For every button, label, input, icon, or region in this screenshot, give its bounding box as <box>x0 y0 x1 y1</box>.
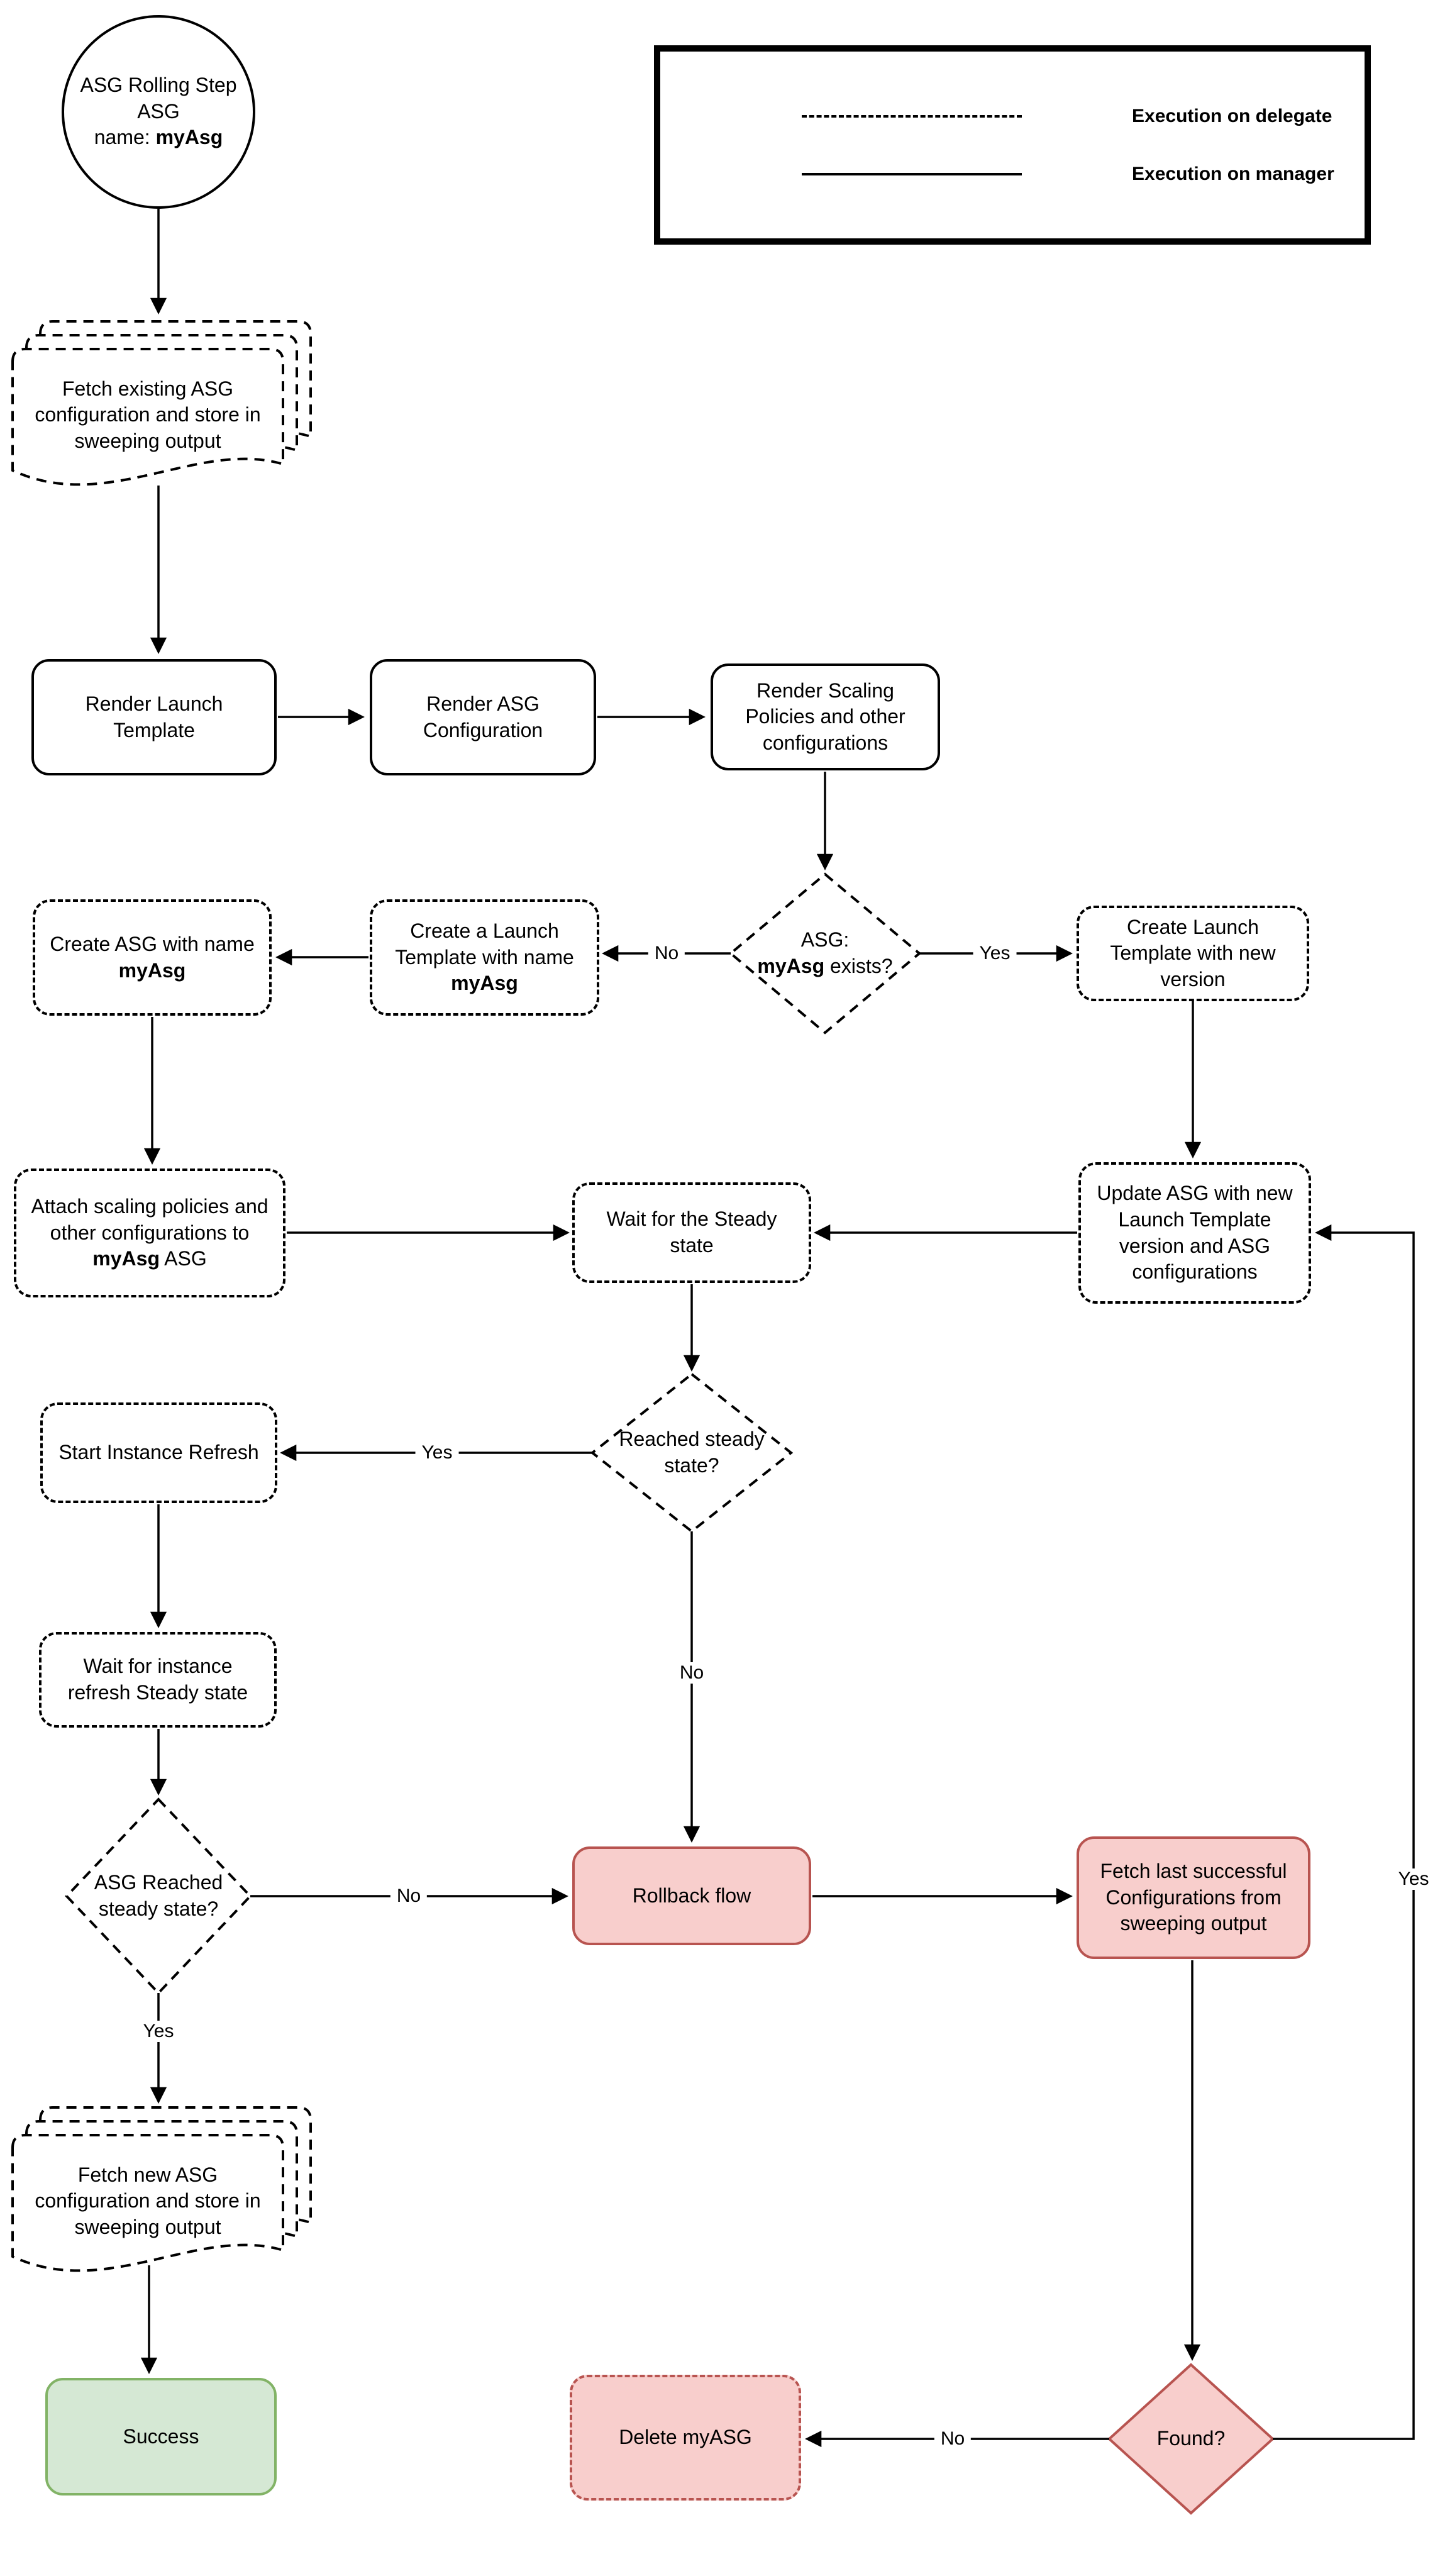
edge-label-reached-no: No <box>673 1662 710 1684</box>
node-delete-myasg: Delete myASG <box>570 2375 801 2501</box>
node-wait-instance-refresh: Wait for instance refresh Steady state <box>39 1632 277 1728</box>
edge-label-asg-exists-no: No <box>648 943 685 964</box>
legend-box <box>654 45 1371 245</box>
edge-label-asg-exists-yes: Yes <box>973 943 1017 964</box>
node-wait-for-steady-state: Wait for the Steady state <box>572 1182 811 1283</box>
edge-label-found-no: No <box>934 2428 971 2450</box>
fetch-new-label: Fetch new ASG configuration and store in sweeping output <box>35 2163 261 2238</box>
reached-steady-label: Reached steady state? <box>619 1428 765 1477</box>
node-render-asg-configuration: Render ASG Configuration <box>370 659 596 775</box>
node-create-asg: Create ASG with name myAsg <box>33 899 272 1016</box>
node-render-launch-template: Render Launch Template <box>31 659 277 775</box>
node-start-instance-refresh: Start Instance Refresh <box>40 1402 277 1503</box>
asg-exists-label: ASG: myAsg exists? <box>757 928 893 977</box>
node-attach-scaling-policies: Attach scaling policies and other configurations to myAsg ASG <box>14 1169 285 1297</box>
asg-reached-steady-label: ASG Reached steady state? <box>94 1871 223 1920</box>
legend-delegate-label: Execution on delegate <box>1132 105 1332 126</box>
node-update-asg: Update ASG with new Launch Template version and ASG configurations <box>1078 1162 1311 1304</box>
node-success: Success <box>45 2378 277 2496</box>
node-create-launch-template-named: Create a Launch Template with name myAsg <box>370 899 599 1016</box>
node-create-launch-template-new-version: Create Launch Template with new version <box>1077 906 1309 1001</box>
start-node-label: ASG Rolling Step ASG name: myAsg <box>80 74 237 149</box>
legend-row-delegate <box>802 106 1365 127</box>
edge-label-found-yes: Yes <box>1392 1868 1436 1890</box>
edge-label-asg-reached-yes: Yes <box>137 2021 180 2042</box>
legend-dashed-line-sample <box>802 115 1022 118</box>
legend-manager-label: Execution on manager <box>1132 163 1334 184</box>
node-fetch-last-successful: Fetch last successful Configurations from sweeping output <box>1077 1836 1310 1959</box>
legend-solid-line-sample <box>802 173 1022 175</box>
found-label: Found? <box>1156 2427 1226 2450</box>
edge-label-reached-yes: Yes <box>416 1442 459 1463</box>
edge-found-yes-to-update <box>1273 1233 1414 2439</box>
fetch-existing-label: Fetch existing ASG configuration and store in sweeping output <box>35 377 261 452</box>
legend-row-manager <box>802 164 1365 185</box>
node-render-scaling-policies: Render Scaling Policies and other configurations <box>711 663 940 770</box>
edge-label-asg-reached-no: No <box>390 1885 427 1907</box>
node-rollback-flow: Rollback flow <box>572 1846 811 1945</box>
